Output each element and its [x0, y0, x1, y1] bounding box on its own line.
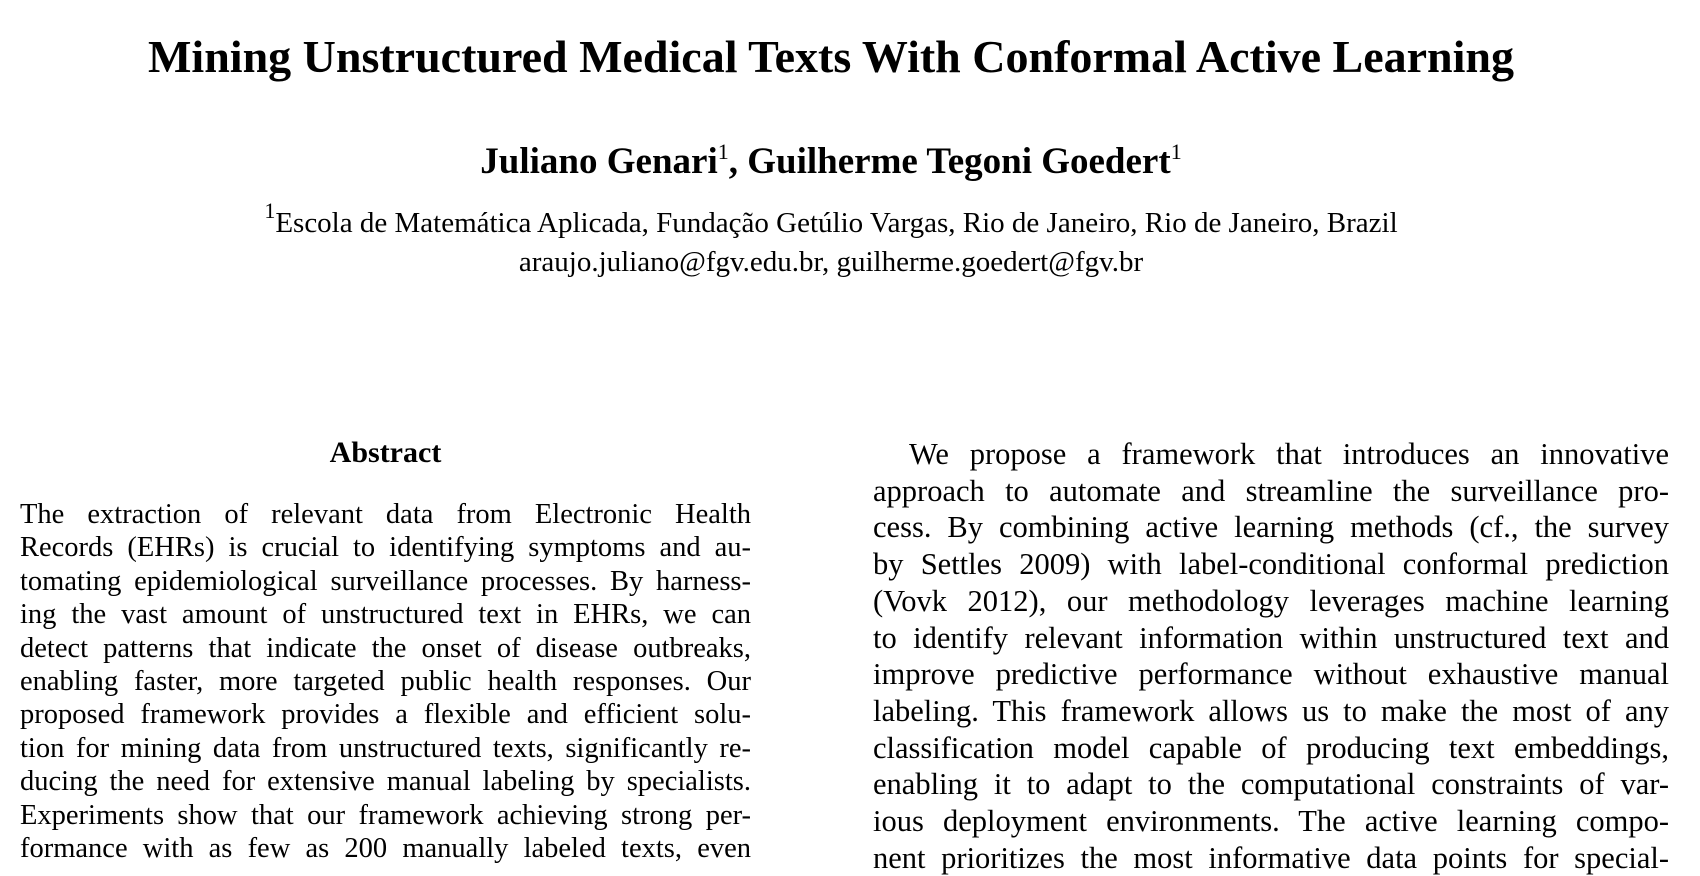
- text-line: by Settles 2009) with label-conditional conformal prediction: [873, 547, 1669, 582]
- text-line: tomating epidemiological surveillance processes. By harness-: [20, 565, 751, 597]
- text-line: to identify relevant information within unstructured text and: [873, 620, 1669, 655]
- text-line: ious deployment environments. The active learning compo-: [873, 804, 1669, 839]
- text-line: classification model capable of producing text embeddings,: [873, 730, 1669, 765]
- text-line: nent prioritizes the most informative data points for special-: [873, 840, 1669, 875]
- text-line: labeling. This framework allows us to make the most of any: [873, 693, 1669, 728]
- text-line: cess. By combining active learning methods (cf., the survey: [873, 510, 1669, 545]
- affiliation-marker: 1: [717, 139, 729, 164]
- affiliation-text: Escola de Matemática Aplicada, Fundação Getúlio Vargas, Rio de Janeiro, Rio de Janeiro, Brazil: [275, 207, 1398, 239]
- author-list: [0, 138, 1662, 186]
- text-line: enabling faster, more targeted public health responses. Our: [20, 666, 751, 698]
- author-emails: araujo.juliano@fgv.edu.br, guilherme.goedert@fgv.br: [518, 246, 1144, 278]
- abstract-body: [20, 498, 751, 865]
- text-line: enabling it to adapt to the computational constraints of var-: [873, 767, 1669, 802]
- author-separator: ,: [728, 141, 748, 182]
- paper-title: Mining Unstructured Medical Texts With Conformal Active Learning: [148, 31, 1514, 82]
- text-line: Experiments show that our framework achieving strong per-: [20, 799, 751, 831]
- intro-body: [873, 436, 1669, 876]
- affiliation-marker: 1: [264, 198, 276, 223]
- text-line: We propose a framework that introduces an innovative: [909, 437, 1669, 471]
- text-line: ducing the need for extensive manual labeling by specialists.: [20, 766, 751, 798]
- text-line: tion for mining data from unstructured texts, significantly re-: [20, 732, 751, 764]
- text-line: ing the vast amount of unstructured text in EHRs, we can: [20, 599, 751, 631]
- author-name: Guilherme Tegoni Goedert: [747, 141, 1171, 182]
- affiliation: [0, 198, 1662, 241]
- text-line: approach to automate and streamline the surveillance pro-: [873, 473, 1669, 508]
- text-line: Records (EHRs) is crucial to identifying symptoms and au-: [20, 532, 751, 564]
- text-line: (Vovk 2012), our methodology leverages machine learning: [873, 583, 1669, 618]
- affiliation-marker: 1: [1170, 139, 1182, 164]
- text-line: improve predictive performance without exhaustive manual: [873, 657, 1669, 692]
- text-line: The extraction of relevant data from Electronic Health: [20, 499, 751, 530]
- text-line: proposed framework provides a flexible and efficient solu-: [20, 699, 751, 731]
- text-line: formance with as few as 200 manually labeled texts, even: [20, 833, 751, 865]
- text-line: detect patterns that indicate the onset of disease outbreaks,: [20, 632, 751, 664]
- author-name: Juliano Genari: [480, 141, 718, 182]
- abstract-heading: Abstract: [329, 436, 442, 469]
